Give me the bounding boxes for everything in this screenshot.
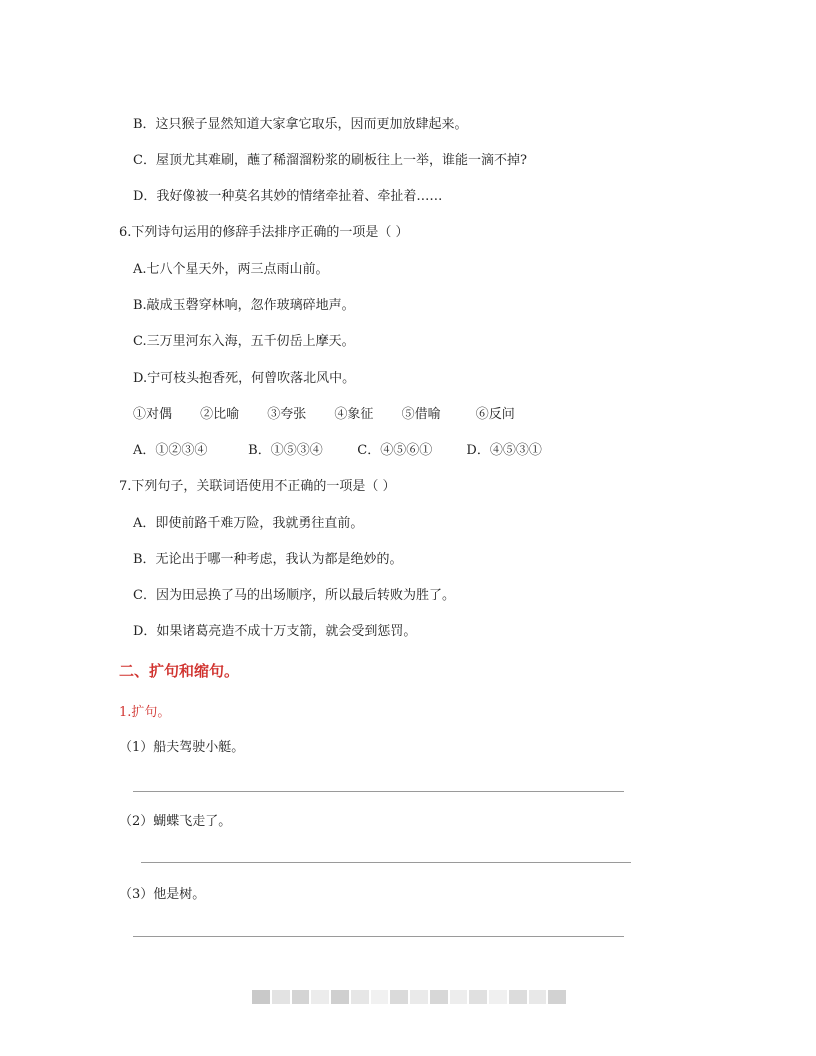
q7-option-a: A．即使前路千难万险，我就勇往直前。 [133, 516, 364, 531]
q5-option-c: C．屋顶尤其难刷，蘸了稀溜溜粉浆的刷板往上一举，谁能一滴不掉? [133, 153, 527, 168]
q7-option-b: B．无论出于哪一种考虑，我认为都是绝妙的。 [133, 552, 403, 567]
q5-option-b: B．这只猴子显然知道大家拿它取乐，因而更加放肆起来。 [133, 117, 468, 132]
q6-choice-a: A．①②③④ [133, 443, 208, 458]
expand-item-1: （1）船夫驾驶小艇。 [119, 740, 245, 755]
q6-device: ⑥反问 [475, 407, 515, 422]
answer-line-3[interactable] [133, 936, 624, 937]
q6-devices-row [133, 406, 515, 424]
expand-item-2: （2）蝴蝶飞走了。 [119, 814, 232, 829]
q6-device: ②比喻 [200, 407, 240, 422]
section-2-title: 二、扩句和缩句。 [119, 662, 240, 680]
q7-option-d: D．如果诸葛亮造不成十万支箭，就会受到惩罚。 [133, 624, 417, 639]
q6-device: ①对偶 [133, 407, 173, 422]
answer-line-1[interactable] [133, 791, 624, 792]
q6-option-c: C.三万里河东入海，五千仞岳上摩天。 [133, 334, 355, 349]
q6-option-d: D.宁可枝头抱香死，何曾吹落北风中。 [133, 371, 356, 386]
q6-option-a: A.七八个星天外，两三点雨山前。 [133, 262, 329, 277]
q6-device: ③夸张 [267, 407, 307, 422]
q6-device: ⑤借喻 [401, 407, 441, 422]
expand-item-3: （3）他是树。 [119, 887, 206, 902]
q5-option-d: D．我好像被一种莫名其妙的情绪牵扯着、牵扯着…… [133, 189, 443, 204]
q6-choice-d: D．④⑤③① [466, 443, 542, 458]
q7-option-c: C．因为田忌换了马的出场顺序，所以最后转败为胜了。 [133, 588, 455, 603]
footer-watermark [252, 990, 566, 1004]
q7-stem: 7.下列句子，关联词语使用不正确的一项是（ ） [119, 479, 396, 494]
q6-device: ④象征 [334, 407, 374, 422]
q6-stem: 6.下列诗句运用的修辞手法排序正确的一项是（ ） [119, 225, 409, 240]
section-2-sub-1: 1.扩句。 [119, 705, 171, 720]
q6-choice-b: B．①⑤③④ [248, 443, 323, 458]
q6-choices-row [133, 442, 542, 460]
q6-option-b: B.敲成玉磬穿林响，忽作玻璃碎地声。 [133, 298, 355, 313]
answer-line-2[interactable] [141, 862, 631, 863]
q6-choice-c: C．④⑤⑥① [357, 443, 433, 458]
